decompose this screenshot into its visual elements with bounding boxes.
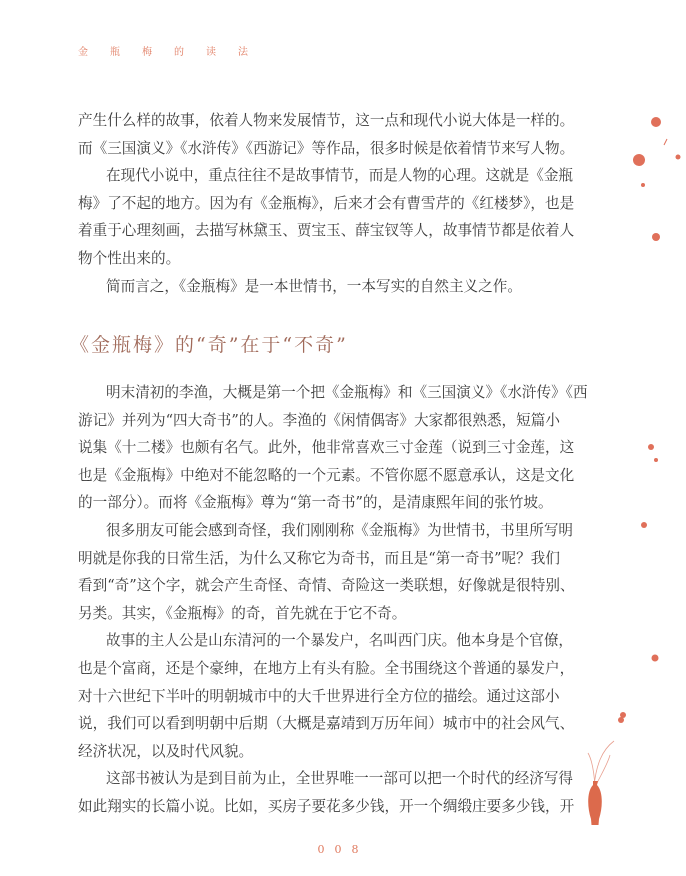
text-line: 而《三国演义》《水浒传》《西游记》等作品，很多时候是依着情节来写人物。 [78,139,575,157]
blossom-icon [641,522,647,528]
running-head [78,43,270,58]
text-line: 很多朋友可能会感到奇怪，我们刚刚称《金瓶梅》为世情书，书里所写明 [106,521,574,539]
text-line: 游记》并列为“四大奇书”的人。李渔的《闲情偶寄》大家都很熟悉，短篇小 [78,411,560,429]
running-head-char: 的 [174,47,184,58]
text-line: 经济状况，以及时代风貌。 [78,742,254,760]
text-line: 梅》了不起的地方。因为有《金瓶梅》，后来才会有曹雪芹的《红楼梦》，也是 [78,194,575,212]
blossom-icon [633,154,645,166]
section-heading: 《金瓶梅》的“奇”在于“不奇” [70,334,348,356]
text-line: 看到“奇”这个字，就会产生奇怪、奇情、奇险这一类联想，好像就是很特别、 [78,577,575,595]
text-line: 明就是你我的日常生活，为什么又称它为奇书，而且是“第一奇书”呢？我们 [78,549,560,567]
running-head-char: 读 [206,47,216,58]
text-line: 简而言之，《金瓶梅》是一本世情书，一本写实的自然主义之作。 [106,277,522,295]
text-line: 在现代小说中，重点往往不是故事情节，而是人物的心理。这就是《金瓶 [106,167,574,185]
text-line: 另类。其实，《金瓶梅》的奇，首先就在于它不奇。 [78,604,407,622]
blossom-icon [652,233,660,241]
blossom-icon [641,183,645,187]
text-line: 明末清初的李渔，大概是第一个把《金瓶梅》和《三国演义》《水浒传》《西 [106,384,588,401]
text-line: 物个性出来的。 [78,249,181,267]
blossom-icon [654,458,658,462]
body-text-block-1 [78,107,575,300]
page-number: 008 [317,843,369,856]
text-line: 故事的主人公是山东清河的一个暴发户，名叫西门庆。他本身是个官僚， [106,632,574,650]
text-line: 的一部分）。而将《金瓶梅》尊为“第一奇书”的，是清康熙年间的张竹坡。 [78,494,553,512]
text-line: 这部书被认为是到目前为止，全世界唯一一部可以把一个时代的经济写得 [106,770,574,788]
text-line: 如此翔实的长篇小说。比如，买房子要花多少钱，开一个绸缎庄要多少钱，开 [78,797,575,815]
blossom-icon [648,444,654,450]
body-text-block-2 [78,379,588,821]
text-line: 对十六世纪下半叶的明朝城市中的大千世界进行全方位的描绘。通过这部小 [78,687,560,705]
text-line: 也是《金瓶梅》中绝对不能忽略的一个元素。不管你愿不愿意承认，这是文化 [78,466,575,484]
running-head-char: 瓶 [110,47,120,58]
blossom-icon [651,117,661,127]
text-line: 着重于心理刻画，去描写林黛玉、贾宝玉、薛宝钗等人，故事情节都是依着人 [78,222,575,240]
running-head-char: 梅 [142,47,152,58]
running-head-char: 金 [78,47,88,58]
blossom-icon [676,155,681,160]
text-line: 说，我们可以看到明朝中后期（大概是嘉靖到万历年间）城市中的社会风气、 [78,715,575,733]
text-line: 说集《十二楼》也颇有名气。此外，他非常喜欢三寸金莲（说到三寸金莲，这 [78,439,575,457]
vase-icon [580,705,640,825]
text-line: 也是个富商，还是个豪绅，在地方上有头有脸。全书围绕这个普通的暴发户， [78,659,575,677]
text-line: 产生什么样的故事，依着人物来发展情节，这一点和现代小说大体是一样的。 [78,112,575,129]
running-head-char: 法 [238,47,248,58]
blossom-icon [652,655,659,662]
